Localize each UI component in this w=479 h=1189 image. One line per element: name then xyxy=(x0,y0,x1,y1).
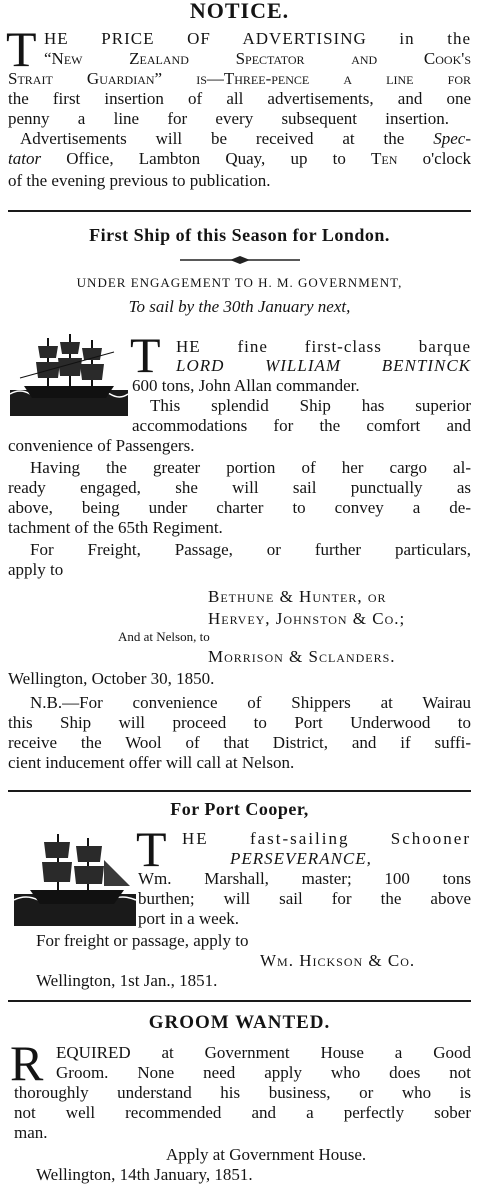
cooper-line: burthen; will sail for the above xyxy=(138,889,471,908)
cooper-line: For freight or passage, apply to xyxy=(36,931,249,950)
london-heading: First Ship of this Season for London. xyxy=(89,225,390,245)
cooper-line: Wm. Marshall, master; 100 tons xyxy=(138,869,471,888)
ornament-divider xyxy=(0,252,479,262)
london-ship-advertisement xyxy=(0,214,479,786)
notice-line xyxy=(8,70,471,88)
notice-text: Advertisements will be received at the xyxy=(20,129,434,148)
notice-text-smallcaps: Ten xyxy=(371,149,398,168)
cooper-drop-cap: T xyxy=(136,821,167,877)
notice-line-text: Strait Guardian” is—Three-pence a line for xyxy=(8,69,471,88)
nb-line: this Ship will proceed to Port Underwood to xyxy=(8,713,471,732)
notice-advertisement xyxy=(0,0,479,205)
sail-date-line: To sail by the 30th January next, xyxy=(128,297,351,316)
notice-line xyxy=(20,130,471,148)
agent-name: Bethune & Hunter, or xyxy=(208,587,387,606)
groom-apply: Apply at Government House. xyxy=(166,1145,367,1164)
notice-text: Office, Lambton Quay, up to xyxy=(41,149,372,168)
nb-line: receive the Wool of that District, and if suffi- xyxy=(8,733,471,752)
cooper-line: port in a week. xyxy=(138,909,240,928)
london-drop-cap: T xyxy=(130,327,161,383)
ship-woodcut-icon xyxy=(10,332,128,416)
london-line: convenience of Passengers. xyxy=(8,436,195,455)
notice-line: “New Zealand Spectator and Cook's xyxy=(44,49,471,68)
london-line: accommodations for the comfort and xyxy=(132,416,471,435)
nb-line: N.B.—For convenience of Shippers at Wairau xyxy=(30,693,471,712)
london-line: above, being under charter to convey a de- xyxy=(8,498,471,517)
divider-rule xyxy=(8,1000,471,1002)
groom-wanted-advertisement xyxy=(0,1004,479,1189)
agent-name: Hervey, Johnston & Co.; xyxy=(208,609,406,628)
port-cooper-advertisement xyxy=(0,794,479,994)
notice-text-italic: Spec- xyxy=(433,129,471,148)
ship-name: LORD WILLIAM BENTINCK xyxy=(176,356,471,375)
agent-name: Wm. Hickson & Co. xyxy=(260,951,416,970)
notice-text-italic: tator xyxy=(8,149,42,168)
london-line: ready engaged, she will sail punctually as xyxy=(8,478,471,497)
dateline: Wellington, 14th January, 1851. xyxy=(36,1165,253,1184)
groom-line: not well recommended and a perfectly sober xyxy=(14,1103,471,1122)
groom-line: thoroughly understand his business, or who is xyxy=(14,1083,471,1102)
ornament-icon xyxy=(180,255,300,265)
notice-line: HE PRICE OF ADVERTISING in the xyxy=(44,29,471,48)
dateline: Wellington, October 30, 1850. xyxy=(8,669,215,688)
schooner-woodcut-icon xyxy=(14,830,136,926)
notice-title: NOTICE. xyxy=(189,0,290,23)
notice-line: penny a line for every subsequent insertion. xyxy=(8,109,449,128)
groom-line: EQUIRED at Government House a Good xyxy=(56,1043,471,1062)
divider-rule xyxy=(8,210,471,212)
notice-line xyxy=(8,150,471,168)
london-line: 600 tons, John Allan commander. xyxy=(132,376,360,395)
london-line: apply to xyxy=(8,560,64,579)
notice-text: o'clock xyxy=(397,149,471,168)
nelson-line: And at Nelson, to xyxy=(118,629,210,644)
cooper-line: HE fast-sailing Schooner xyxy=(182,829,471,848)
schooner-name: PERSEVERANCE, xyxy=(230,849,372,868)
groom-heading: GROOM WANTED. xyxy=(148,1012,331,1033)
london-line: HE fine first-class barque xyxy=(176,337,471,356)
agent-name: Morrison & Sclanders. xyxy=(208,647,396,666)
cooper-heading: For Port Cooper, xyxy=(170,799,309,819)
groom-line: Groom. None need apply who does not xyxy=(56,1063,471,1082)
dateline: Wellington, 1st Jan., 1851. xyxy=(36,971,218,990)
nb-line: cient inducement offer will call at Nelson. xyxy=(8,753,295,772)
london-line: tachment of the 65th Regiment. xyxy=(8,518,223,537)
notice-drop-cap: T xyxy=(6,21,37,77)
london-line: Having the greater portion of her cargo al- xyxy=(30,458,471,477)
engagement-line: UNDER ENGAGEMENT TO H. M. GOVERNMENT, xyxy=(76,275,403,290)
notice-line: of the evening previous to publication. xyxy=(8,171,271,190)
groom-line: man. xyxy=(14,1123,48,1142)
divider-rule xyxy=(8,790,471,792)
groom-drop-cap: R xyxy=(10,1035,44,1091)
notice-line: the first insertion of all advertisements, and one xyxy=(8,89,471,108)
london-line: This splendid Ship has superior xyxy=(150,396,471,415)
london-line: For Freight, Passage, or further particulars, xyxy=(30,540,471,559)
